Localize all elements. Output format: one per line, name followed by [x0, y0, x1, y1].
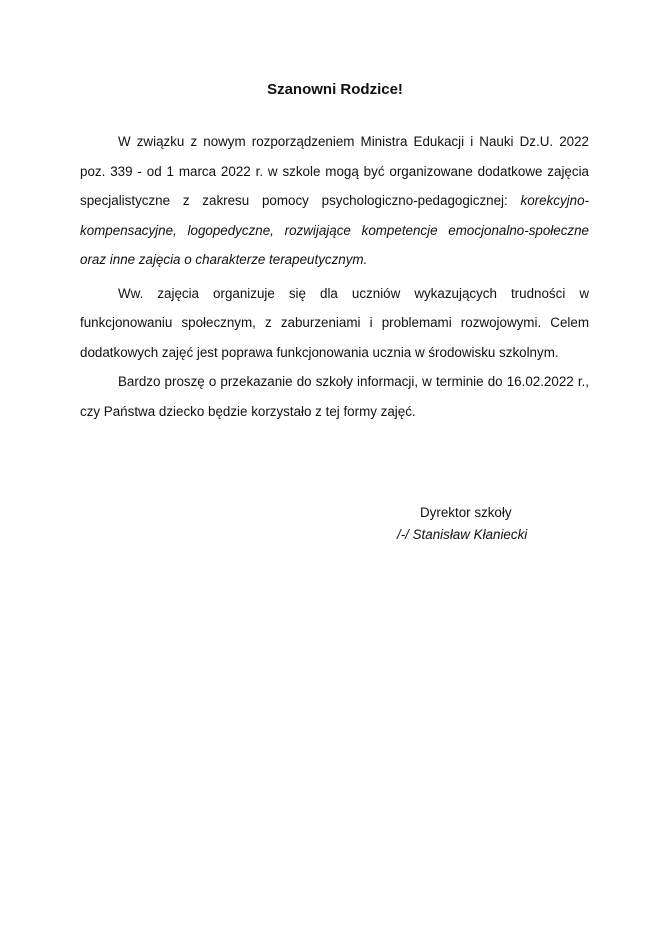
paragraph-request: Bardzo proszę o przekazanie do szkoły informacji, w terminie do 16.02.2022 r., czy Państwa dziecko będzie korzystało z tej formy zajęć. [80, 374, 589, 419]
paragraph-regulation-italic: korekcyjno-kompensacyjne, logopedyczne, rozwijające kompetencje emocjonalno-społeczne oraz inne zajęcia o charakterze terapeutycznym. [80, 193, 589, 267]
signature-name: /-/ Stanisław Kłaniecki [397, 527, 528, 542]
document-body [80, 127, 589, 426]
paragraph-regulation-text: W związku z nowym rozporządzeniem Ministra Edukacji i Nauki Dz.U. 2022 poz. 339 - od 1 marca 2022 r. w szkole mogą być organizowane dodatkowe zajęcia specjalistyczne z zakresu pomocy psychologiczno-pedagogicznej: [80, 134, 589, 208]
paragraph-purpose: Ww. zajęcia organizuje się dla uczniów wykazujących trudności w funkcjonowaniu społecznym, z zaburzeniami i problemami rozwojowymi. Celem dodatkowych zajęć jest poprawa funkcjonowania ucznia w środowisku szkolnym. [80, 285, 589, 360]
signature-block [380, 502, 600, 546]
document-title: Szanowni Rodzice! [267, 81, 403, 98]
signature-role: Dyrektor szkoły [420, 505, 512, 520]
paragraph-regulation [80, 127, 589, 275]
